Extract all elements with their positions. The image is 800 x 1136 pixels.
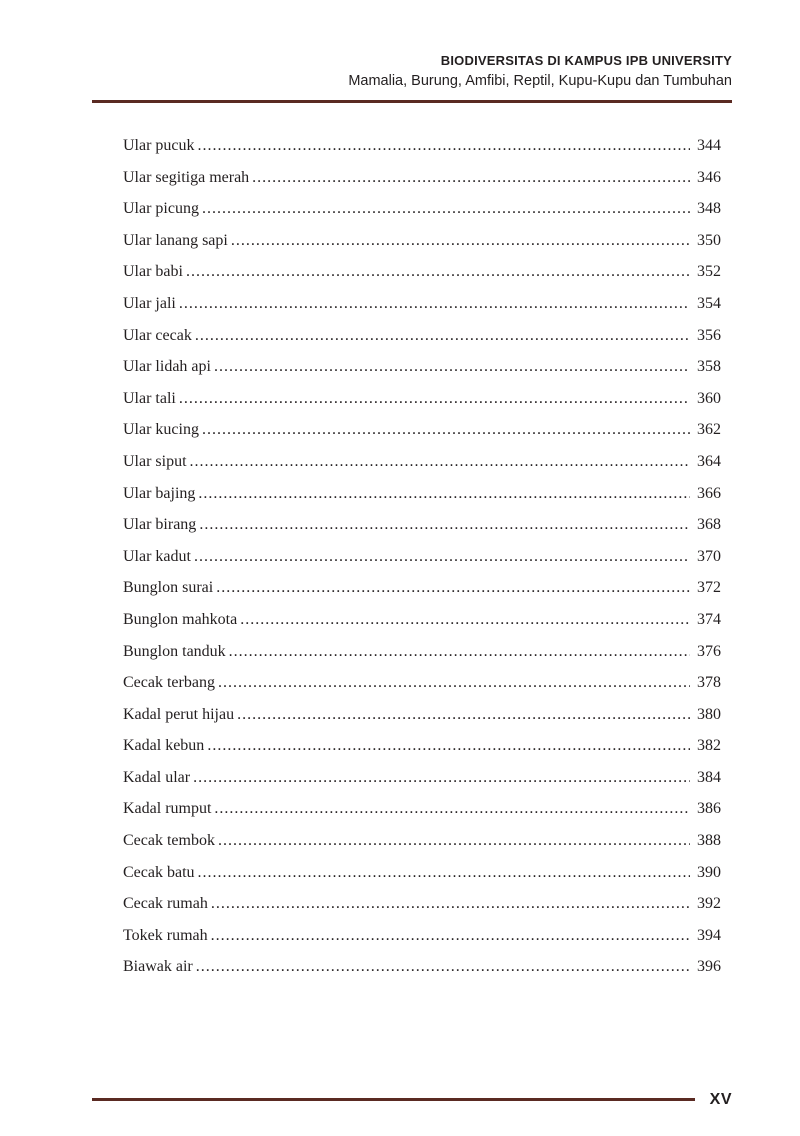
toc-entry-page: 374	[697, 610, 721, 628]
toc-entry[interactable]	[123, 225, 721, 257]
toc-dot-leader	[179, 383, 690, 415]
page-number: XV	[709, 1091, 732, 1108]
toc-dot-leader	[229, 636, 690, 668]
toc-dot-leader	[214, 351, 690, 383]
toc-entry[interactable]	[123, 383, 721, 415]
toc-dot-leader	[211, 888, 690, 920]
toc-dot-leader	[218, 667, 690, 699]
toc-dot-leader	[198, 478, 690, 510]
toc-dot-leader	[216, 572, 690, 604]
toc-dot-leader	[179, 288, 690, 320]
toc-entry[interactable]	[123, 667, 721, 699]
toc-entry-page: 396	[697, 958, 721, 976]
toc-entry[interactable]	[123, 320, 721, 352]
toc-entry[interactable]	[123, 446, 721, 478]
toc-entry[interactable]	[123, 920, 721, 952]
toc-entry[interactable]	[123, 130, 721, 162]
toc-entry-title: Ular cecak	[123, 326, 192, 344]
toc-entry-title: Cecak terbang	[123, 674, 215, 692]
toc-entry-title: Biawak air	[123, 958, 193, 976]
toc-dot-leader	[202, 414, 690, 446]
toc-entry-page: 388	[697, 832, 721, 850]
toc-entry-page: 366	[697, 484, 721, 502]
toc-dot-leader	[214, 793, 690, 825]
toc-dot-leader	[211, 920, 690, 952]
toc-entry-title: Ular birang	[123, 516, 197, 534]
toc-entry-page: 354	[697, 294, 721, 312]
toc-entry-title: Kadal ular	[123, 768, 191, 786]
toc-entry-title: Ular kucing	[123, 421, 199, 439]
toc-entry-page: 390	[697, 863, 721, 881]
table-of-contents	[123, 130, 721, 983]
toc-entry-title: Bunglon surai	[123, 579, 214, 597]
footer-divider	[92, 1098, 695, 1101]
toc-entry-page: 356	[697, 326, 721, 344]
toc-entry-title: Kadal rumput	[123, 800, 212, 818]
header-divider	[92, 100, 732, 103]
toc-entry-page: 386	[697, 800, 721, 818]
toc-entry-title: Kadal kebun	[123, 737, 205, 755]
toc-entry-title: Ular picung	[123, 200, 199, 218]
toc-entry-title: Ular babi	[123, 263, 183, 281]
toc-dot-leader	[198, 857, 690, 889]
toc-entry-page: 362	[697, 421, 721, 439]
toc-entry[interactable]	[123, 604, 721, 636]
toc-entry[interactable]	[123, 857, 721, 889]
toc-entry-page: 370	[697, 547, 721, 565]
toc-entry-page: 378	[697, 674, 721, 692]
toc-entry-title: Kadal perut hijau	[123, 705, 235, 723]
toc-dot-leader	[237, 699, 690, 731]
toc-entry[interactable]	[123, 888, 721, 920]
toc-dot-leader	[190, 446, 690, 478]
toc-entry[interactable]	[123, 288, 721, 320]
toc-entry[interactable]	[123, 699, 721, 731]
toc-dot-leader	[193, 762, 690, 794]
toc-dot-leader	[195, 320, 690, 352]
toc-dot-leader	[202, 193, 690, 225]
toc-entry[interactable]	[123, 793, 721, 825]
toc-entry-page: 394	[697, 926, 721, 944]
toc-entry[interactable]	[123, 541, 721, 573]
toc-entry[interactable]	[123, 414, 721, 446]
toc-dot-leader	[207, 730, 690, 762]
toc-entry-page: 384	[697, 768, 721, 786]
toc-entry[interactable]	[123, 509, 721, 541]
toc-entry[interactable]	[123, 730, 721, 762]
toc-entry[interactable]	[123, 572, 721, 604]
toc-entry[interactable]	[123, 951, 721, 983]
toc-entry-title: Tokek rumah	[123, 926, 208, 944]
toc-entry-page: 372	[697, 579, 721, 597]
toc-entry-page: 392	[697, 895, 721, 913]
toc-entry-page: 376	[697, 642, 721, 660]
toc-entry-page: 348	[697, 200, 721, 218]
toc-entry-title: Ular segitiga merah	[123, 168, 250, 186]
toc-entry-title: Bunglon mahkota	[123, 610, 238, 628]
toc-entry[interactable]	[123, 351, 721, 383]
toc-entry-title: Cecak rumah	[123, 895, 208, 913]
toc-entry-page: 344	[697, 137, 721, 154]
toc-entry-title: Bunglon tanduk	[123, 642, 226, 660]
toc-entry[interactable]	[123, 193, 721, 225]
toc-dot-leader	[252, 162, 690, 194]
toc-entry[interactable]	[123, 825, 721, 857]
toc-entry-page: 368	[697, 516, 721, 534]
toc-dot-leader	[194, 541, 690, 573]
toc-dot-leader	[218, 825, 690, 857]
toc-entry-page: 382	[697, 737, 721, 755]
toc-entry-title: Ular kadut	[123, 547, 191, 565]
toc-entry-title: Cecak tembok	[123, 832, 215, 850]
toc-entry[interactable]	[123, 162, 721, 194]
toc-entry[interactable]	[123, 478, 721, 510]
toc-entry-page: 350	[697, 231, 721, 249]
toc-dot-leader	[240, 604, 690, 636]
toc-entry-page: 358	[697, 358, 721, 376]
toc-entry-title: Cecak batu	[123, 863, 195, 881]
toc-entry-page: 364	[697, 452, 721, 470]
toc-entry[interactable]	[123, 636, 721, 668]
toc-entry-title: Ular tali	[123, 389, 176, 407]
toc-entry[interactable]	[123, 256, 721, 288]
toc-entry-page: 380	[697, 705, 721, 723]
toc-dot-leader	[198, 130, 690, 162]
book-title: BIODIVERSITAS DI KAMPUS IPB UNIVERSITY	[440, 53, 732, 68]
toc-dot-leader	[186, 256, 690, 288]
running-header	[348, 52, 732, 91]
toc-entry-title: Ular jali	[123, 294, 176, 312]
toc-entry-title: Ular pucuk	[123, 137, 195, 154]
toc-entry-title: Ular siput	[123, 452, 187, 470]
toc-entry-page: 346	[697, 168, 721, 186]
toc-dot-leader	[199, 509, 690, 541]
toc-entry-title: Ular lidah api	[123, 358, 211, 376]
toc-entry-page: 360	[697, 389, 721, 407]
book-subtitle: Mamalia, Burung, Amfibi, Reptil, Kupu-Kupu dan Tumbuhan	[348, 73, 732, 89]
toc-entry-page: 352	[697, 263, 721, 281]
toc-entry-title: Ular lanang sapi	[123, 231, 228, 249]
toc-entry[interactable]	[123, 762, 721, 794]
toc-dot-leader	[196, 951, 690, 983]
toc-entry-title: Ular bajing	[123, 484, 196, 502]
toc-dot-leader	[231, 225, 690, 257]
